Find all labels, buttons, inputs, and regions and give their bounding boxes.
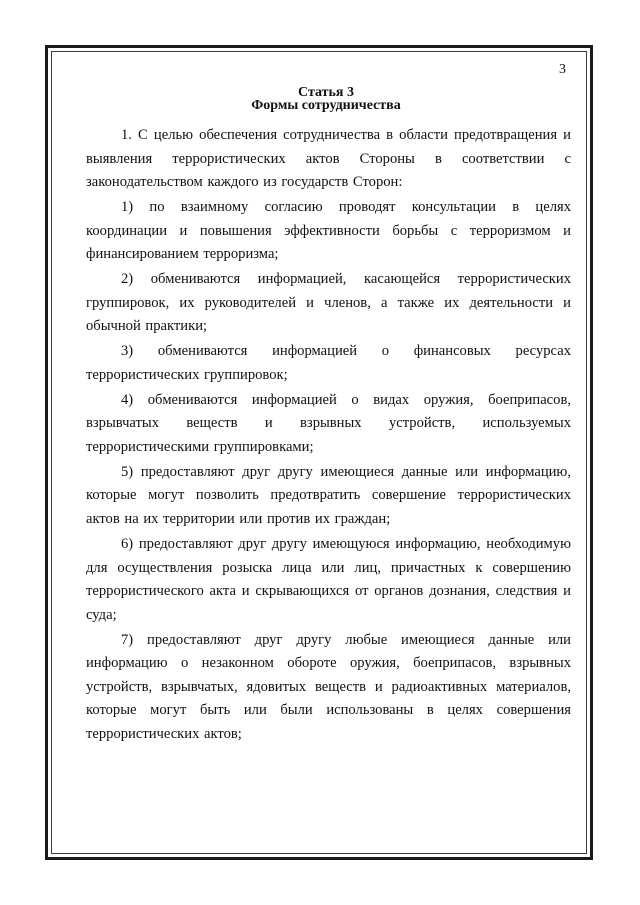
list-item-2: 2) обмениваются информацией, касающейся террористических группировок, их руководителей и членов, а также их деятельности и обычной практики; <box>86 271 571 335</box>
list-item-3: 3) обмениваются информацией о финансовых ресурсах террористических группировок; <box>86 343 571 383</box>
list-item-5: 5) предоставляют друг другу имеющиеся данные или информацию, которые могут позволить предотвратить совершение террористических актов на их территории или против их граждан; <box>86 463 571 527</box>
document-body <box>86 124 571 748</box>
list-item-7: 7) предоставляют друг другу любые имеющиеся данные или информацию о незаконном обороте оружия, боеприпасов, взрывных устройств, взрывчатых, ядовитых веществ и радиоактивных материалов, которые могут быть или были использованы в целях совершения террористических актов; <box>86 631 571 742</box>
article-title: Формы сотрудничества <box>251 98 401 113</box>
page-number: 3 <box>559 62 566 77</box>
list-item-4: 4) обмениваются информацией о видах оружия, боеприпасов, взрывчатых веществ и взрывных устройств, используемых террористическими группировками; <box>86 391 571 455</box>
list-item-6: 6) предоставляют друг другу имеющуюся информацию, необходимую для осуществления розыска лица или лиц, причастных к совершению террористического акта и скрывающихся от органов дознания, следствия и суда; <box>86 536 571 623</box>
paragraph-intro: 1. С целью обеспечения сотрудничества в области предотвращения и выявления террористических актов Стороны в соответствии с законодательством каждого из государств Сторон: <box>86 127 571 190</box>
list-item-1: 1) по взаимному согласию проводят консультации в целях координации и повышения эффективности борьбы с терроризмом и финансированием терроризма; <box>86 199 571 263</box>
article-number: Статья 3 <box>298 85 354 100</box>
